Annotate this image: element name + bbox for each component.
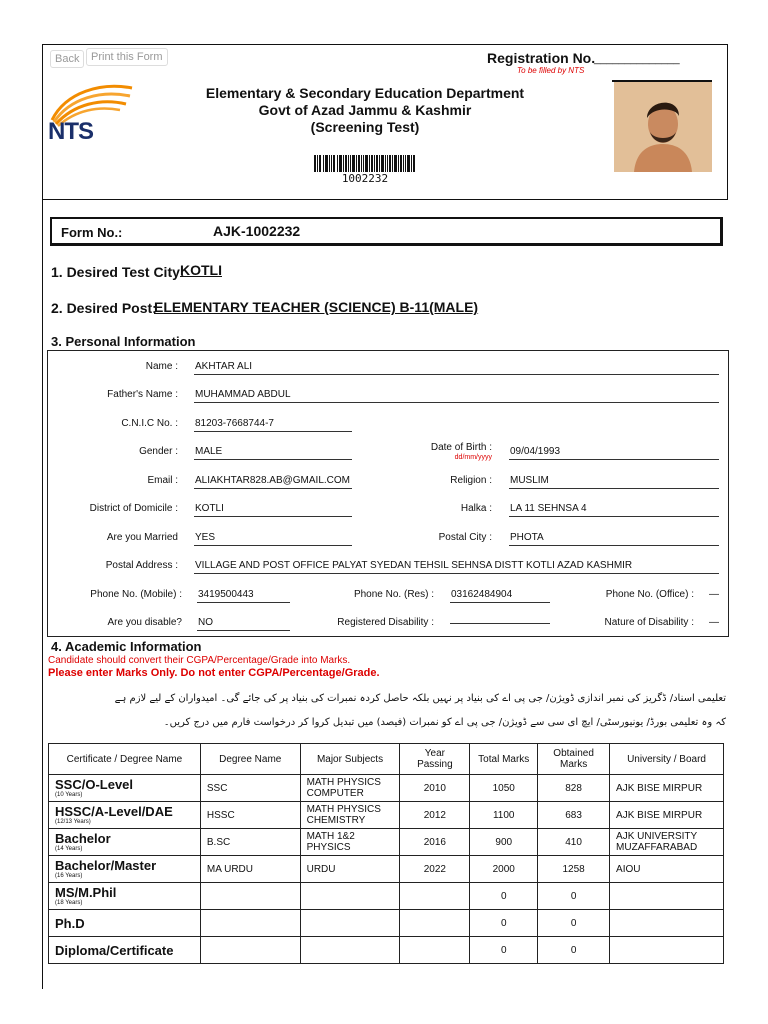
- degree-cell: SSC: [200, 775, 300, 802]
- email-value: ALIAKHTAR828.AB@GMAIL.COM: [194, 475, 352, 489]
- frame-left: [42, 44, 43, 989]
- header-subjects: Major Subjects: [300, 744, 400, 775]
- dob-label: Date of Birth :: [430, 442, 492, 453]
- cert-name: Bachelor: [55, 830, 111, 846]
- form-number-box: [50, 217, 723, 246]
- cert-name: Diploma/Certificate: [55, 942, 174, 958]
- domicile-value: KOTLI: [194, 503, 352, 517]
- nature-disability-label: Nature of Disability :: [604, 617, 694, 628]
- board-cell: AJK BISE MIRPUR: [610, 802, 724, 829]
- cert-cell: [49, 802, 201, 829]
- total-cell: 1050: [470, 775, 538, 802]
- cert-years: (18 Years): [55, 899, 83, 906]
- table-row: [49, 910, 724, 937]
- father-name-label: Father's Name :: [107, 389, 178, 400]
- married-value: YES: [194, 532, 352, 546]
- res-phone-value: 03162484904: [450, 589, 550, 603]
- degree-cell: [200, 910, 300, 937]
- board-cell: [610, 910, 724, 937]
- cert-cell: [49, 910, 201, 937]
- total-cell: 900: [470, 829, 538, 856]
- header-line-3: (Screening Test): [310, 119, 420, 135]
- subjects-cell: [300, 910, 400, 937]
- urdu-instruction-2: کہ وہ تعلیمی بورڈ/ یونیورسٹی/ ایچ ای سی سے ڈویژن/ جی پی اے کو نمبرات (فیصد) میں تبدیل کروا کر درخواست فارم میں درج کریں۔: [163, 717, 726, 728]
- personal-info-title: 3. Personal Information: [51, 334, 196, 349]
- header-degree: Degree Name: [200, 744, 300, 775]
- table-row: [49, 883, 724, 910]
- postal-city-value: PHOTA: [509, 532, 719, 546]
- office-phone-label: Phone No. (Office) :: [605, 589, 694, 600]
- cert-years: (14 Years): [55, 845, 83, 852]
- cert-name: MS/M.Phil: [55, 884, 117, 900]
- cert-cell: [49, 856, 201, 883]
- registration-note: To be filled by NTS: [517, 66, 585, 75]
- board-cell: [610, 883, 724, 910]
- frame-divider: [42, 199, 728, 200]
- mobile-label: Phone No. (Mobile) :: [90, 589, 182, 600]
- obtained-cell: 828: [538, 775, 610, 802]
- cert-name: Bachelor/Master: [55, 857, 157, 873]
- header-board: University / Board: [610, 744, 724, 775]
- domicile-label: District of Domicile :: [89, 503, 178, 514]
- header-total: Total Marks: [470, 744, 538, 775]
- cert-years: (10 Years): [55, 791, 83, 798]
- obtained-cell: 1258: [538, 856, 610, 883]
- subjects-cell: [300, 883, 400, 910]
- academic-note-2: Please enter Marks Only. Do not enter CGPA/Percentage/Grade.: [48, 667, 380, 679]
- religion-label: Religion :: [450, 475, 492, 486]
- name-label: Name :: [145, 361, 178, 372]
- degree-cell: MA URDU: [200, 856, 300, 883]
- cert-name: HSSC/A-Level/DAE: [55, 803, 173, 819]
- board-cell: AJK UNIVERSITY MUZAFFARABAD: [610, 829, 724, 856]
- academic-info-title: 4. Academic Information: [51, 639, 202, 654]
- board-cell: [610, 937, 724, 964]
- cert-cell: [49, 775, 201, 802]
- table-row: [49, 775, 724, 802]
- registration-label: Registration No.: [487, 50, 596, 66]
- urdu-instruction-1: تعلیمی اسناد/ ڈگریز کی نمبر اندازی ڈویژن/ جی پی اے کی بنیاد پر نہیں بلکہ حاصل کردہ نمبرات کی بنیاد پر کی جائے گی۔ امیدواران کے لیے لازم ہے: [114, 693, 726, 704]
- cert-years: (12/13 Years): [55, 818, 91, 825]
- obtained-cell: 683: [538, 802, 610, 829]
- registered-disability-label: Registered Disability :: [337, 617, 434, 628]
- table-row: [49, 856, 724, 883]
- year-cell: [400, 883, 470, 910]
- academic-table: [48, 743, 724, 964]
- religion-value: MUSLIM: [509, 475, 719, 489]
- post-value: ELEMENTARY TEACHER (SCIENCE) B-11(MALE): [154, 299, 479, 315]
- subjects-cell: [300, 937, 400, 964]
- year-cell: 2012: [400, 802, 470, 829]
- cert-years: (16 Years): [55, 872, 83, 879]
- dob-format-hint: dd/mm/yyyy: [454, 454, 492, 461]
- subjects-cell: URDU: [300, 856, 400, 883]
- registration-value: ______________: [594, 53, 680, 65]
- header-line-2: Govt of Azad Jammu & Kashmir: [258, 102, 472, 118]
- total-cell: 0: [470, 937, 538, 964]
- academic-note-1: Candidate should convert their CGPA/Percentage/Grade into Marks.: [48, 655, 351, 666]
- obtained-cell: 410: [538, 829, 610, 856]
- name-value: AKHTAR ALI: [194, 361, 719, 375]
- academic-table-header: [49, 744, 724, 775]
- gender-value: MALE: [194, 446, 352, 460]
- applicant-photo-portrait: [614, 82, 712, 172]
- degree-cell: HSSC: [200, 802, 300, 829]
- cert-cell: [49, 883, 201, 910]
- header-year: Year Passing: [400, 744, 470, 775]
- registered-disability-value: [450, 617, 550, 624]
- test-city-label: 1. Desired Test City:: [51, 264, 185, 280]
- subjects-cell: MATH PHYSICS CHEMISTRY: [300, 802, 400, 829]
- total-cell: 1100: [470, 802, 538, 829]
- gender-label: Gender :: [139, 446, 178, 457]
- table-row: [49, 937, 724, 964]
- degree-cell: [200, 883, 300, 910]
- degree-cell: B.SC: [200, 829, 300, 856]
- year-cell: 2010: [400, 775, 470, 802]
- obtained-cell: 0: [538, 910, 610, 937]
- father-name-value: MUHAMMAD ABDUL: [194, 389, 719, 403]
- table-row: [49, 829, 724, 856]
- mobile-value: 3419500443: [197, 589, 290, 603]
- form-number-label: Form No.:: [61, 225, 123, 240]
- cnic-label: C.N.I.C No. :: [121, 418, 178, 429]
- year-cell: [400, 910, 470, 937]
- address-label: Postal Address :: [105, 560, 178, 571]
- print-form-button[interactable]: Print this Form: [86, 48, 168, 66]
- year-cell: [400, 937, 470, 964]
- disable-value: NO: [197, 617, 290, 631]
- obtained-cell: 0: [538, 937, 610, 964]
- address-value: VILLAGE AND POST OFFICE PALYAT SYEDAN TEHSIL SEHNSA DISTT KOTLI AZAD KASHMIR: [194, 560, 719, 574]
- office-phone-value: —: [709, 589, 719, 600]
- cert-cell: [49, 829, 201, 856]
- header-line-1: Elementary & Secondary Education Department: [205, 85, 525, 101]
- header-block: [150, 85, 580, 135]
- cnic-value: 81203-7668744-7: [194, 418, 352, 432]
- total-cell: 2000: [470, 856, 538, 883]
- barcode: [314, 155, 416, 172]
- header-certificate: Certificate / Degree Name: [49, 744, 201, 775]
- subjects-cell: MATH 1&2 PHYSICS: [300, 829, 400, 856]
- dob-value: 09/04/1993: [509, 446, 719, 460]
- barcode-number: 1002232: [341, 172, 389, 185]
- nts-logo-text: NTS: [48, 118, 93, 145]
- nts-logo: [46, 80, 136, 145]
- table-row: [49, 802, 724, 829]
- back-button[interactable]: Back: [50, 50, 84, 68]
- board-cell: AJK BISE MIRPUR: [610, 775, 724, 802]
- email-label: Email :: [147, 475, 178, 486]
- cert-name: Ph.D: [55, 915, 85, 931]
- halka-label: Halka :: [460, 503, 492, 514]
- cert-cell: [49, 937, 201, 964]
- halka-value: LA 11 SEHNSA 4: [509, 503, 719, 517]
- cert-name: SSC/O-Level: [55, 776, 134, 792]
- married-label: Are you Married: [106, 532, 178, 543]
- obtained-cell: 0: [538, 883, 610, 910]
- applicant-photo: [614, 82, 712, 172]
- frame-top: [42, 44, 728, 45]
- form-number-value: AJK-1002232: [213, 223, 301, 239]
- post-label: 2. Desired Post:: [51, 300, 157, 316]
- subjects-cell: MATH PHYSICS COMPUTER: [300, 775, 400, 802]
- test-city-value: KOTLI: [180, 262, 222, 278]
- header-obtained: Obtained Marks: [538, 744, 610, 775]
- board-cell: AIOU: [610, 856, 724, 883]
- total-cell: 0: [470, 883, 538, 910]
- disable-label: Are you disable?: [107, 617, 182, 628]
- degree-cell: [200, 937, 300, 964]
- res-phone-label: Phone No. (Res) :: [353, 589, 434, 600]
- year-cell: 2022: [400, 856, 470, 883]
- nature-disability-value: —: [709, 617, 719, 628]
- postal-city-label: Postal City :: [438, 532, 492, 543]
- frame-right: [727, 44, 728, 200]
- total-cell: 0: [470, 910, 538, 937]
- year-cell: 2016: [400, 829, 470, 856]
